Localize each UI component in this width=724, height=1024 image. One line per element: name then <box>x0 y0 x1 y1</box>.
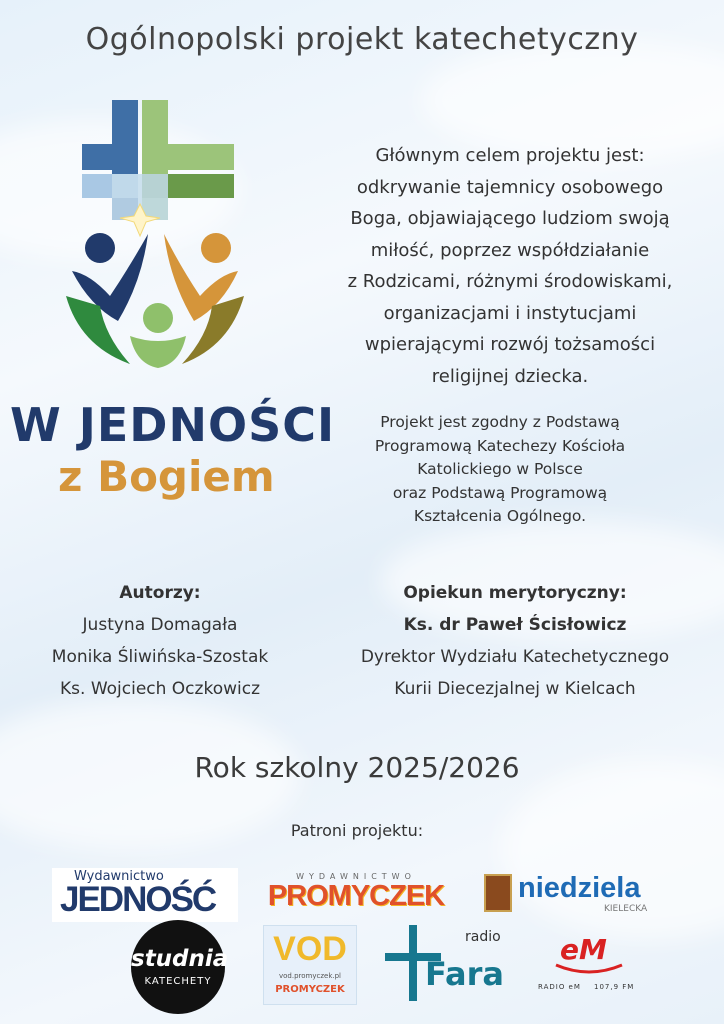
vod-logo-site: vod.promyczek.pl <box>278 972 341 980</box>
vod-promyczek-logo <box>263 925 357 1005</box>
goal-line: Głównym celem projektu jest: <box>375 145 645 166</box>
promyczek-logo-small: WYDAWNICTWO <box>296 872 416 881</box>
page-title: Ogólnopolski projekt katechetyczny <box>85 22 639 57</box>
vod-logo-text: VOD <box>273 930 347 968</box>
project-logo <box>60 96 250 371</box>
compliance-line: oraz Podstawą Programową <box>392 483 608 502</box>
project-goal <box>315 140 705 392</box>
school-year: Rok szkolny 2025/2026 <box>194 751 520 784</box>
icon-image <box>484 874 512 912</box>
em-logo-small: RADIO eM <box>538 983 581 991</box>
compliance-line: Programową Katechezy Kościoła <box>374 436 626 455</box>
goal-line: z Rodzicami, różnymi środowiskami, <box>347 271 673 292</box>
jednosc-logo-text: JEDNOŚĆ <box>60 880 216 919</box>
promyczek-logo <box>265 872 447 916</box>
studnia-logo <box>131 920 229 1014</box>
jednosc-logo-small: Wydawnictwo <box>74 869 164 884</box>
niedziela-logo-small: KIELECKA <box>604 904 648 914</box>
authors-heading: Autorzy: <box>119 583 201 603</box>
fara-logo-small: radio <box>465 929 501 945</box>
radio-fara-logo <box>385 925 507 1001</box>
radio-em-logo <box>536 933 646 999</box>
goal-line: miłość, poprzez współdziałanie <box>370 239 650 261</box>
fara-logo-text: Fara <box>425 955 504 993</box>
author-name: Monika Śliwińska-Szostak <box>51 647 269 667</box>
goal-line: organizacjami i instytucjami <box>383 302 637 324</box>
cross-people-icon <box>60 96 250 371</box>
author-name: Justyna Domagała <box>82 615 238 635</box>
supervisor-name: Ks. dr Paweł Ścisłowicz <box>403 615 627 635</box>
author-name: Ks. Wojciech Oczkowicz <box>60 679 260 699</box>
em-logo-freq: 107,9 FM <box>594 983 635 991</box>
goal-line: wpierającymi rozwój tożsamości <box>364 334 656 355</box>
vod-logo-small: PROMYCZEK <box>275 984 345 995</box>
jednosc-logo <box>52 868 238 922</box>
studnia-logo-small: KATECHETY <box>144 976 212 987</box>
niedziela-logo <box>484 872 654 916</box>
studnia-logo-text: studnia <box>131 946 229 972</box>
goal-line: Boga, objawiającego ludziom swoją <box>350 208 670 229</box>
compliance-line: Katolickiego w Polsce <box>417 460 583 478</box>
brand-name-line1: W JEDNOŚCI <box>10 398 336 452</box>
swoosh-icon <box>554 961 624 977</box>
supervisor-section <box>310 577 720 705</box>
goal-line: odkrywanie tajemnicy osobowego <box>356 176 664 198</box>
goal-line: religijnej dziecka. <box>431 365 589 387</box>
em-logo-text: eM <box>560 933 607 966</box>
compliance-line: Projekt jest zgodny z Podstawą <box>380 413 620 431</box>
patrons-heading: Patroni projektu: <box>290 821 424 840</box>
supervisor-role: Kurii Diecezjalnej w Kielcach <box>394 679 636 699</box>
supervisor-heading: Opiekun merytoryczny: <box>403 583 627 603</box>
promyczek-logo-text: PROMYCZEK <box>267 880 445 912</box>
authors-section <box>10 577 310 705</box>
supervisor-role: Dyrektor Wydziału Katechetycznego <box>360 647 670 667</box>
compliance-line: Kształcenia Ogólnego. <box>413 507 587 525</box>
compliance-note <box>330 411 670 529</box>
brand-name-line2: z Bogiem <box>58 452 275 501</box>
niedziela-logo-text: niedziela <box>518 872 641 904</box>
